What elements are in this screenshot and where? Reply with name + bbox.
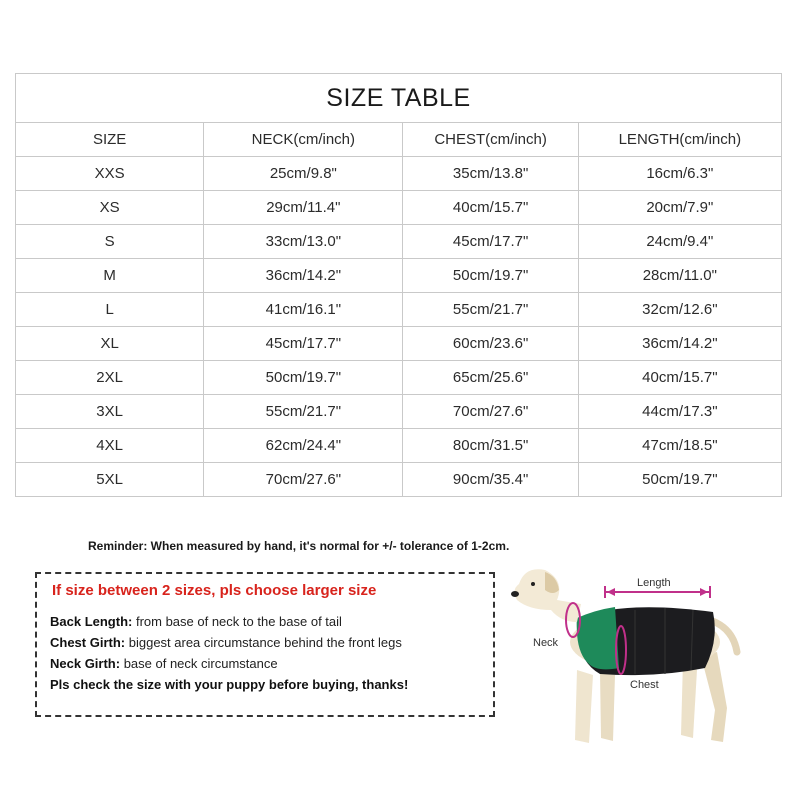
chest-girth-desc: biggest area circumstance behind the front legs	[125, 635, 402, 650]
cell-neck: 29cm/11.4"	[204, 191, 403, 225]
table-title: SIZE TABLE	[16, 74, 782, 123]
cell-size: 3XL	[16, 395, 204, 429]
notes-box	[35, 572, 495, 717]
neck-girth-term: Neck Girth:	[50, 656, 121, 671]
table-row	[16, 327, 782, 361]
cell-length: 36cm/14.2"	[578, 327, 781, 361]
cell-chest: 90cm/35.4"	[403, 463, 578, 497]
cell-neck: 62cm/24.4"	[204, 429, 403, 463]
reminder-text: Reminder: When measured by hand, it's normal for +/- tolerance of 1-2cm.	[88, 539, 510, 553]
table-row	[16, 361, 782, 395]
header-size: SIZE	[16, 123, 204, 157]
table-row	[16, 259, 782, 293]
size-advice: If size between 2 sizes, pls choose larger size	[52, 582, 377, 599]
table-row	[16, 429, 782, 463]
header-length: LENGTH(cm/inch)	[578, 123, 781, 157]
table-row	[16, 293, 782, 327]
size-table	[15, 73, 782, 497]
cell-chest: 55cm/21.7"	[403, 293, 578, 327]
cell-chest: 80cm/31.5"	[403, 429, 578, 463]
cell-chest: 45cm/17.7"	[403, 225, 578, 259]
closing-note: Pls check the size with your puppy before buying, thanks!	[50, 677, 409, 692]
cell-size: XS	[16, 191, 204, 225]
header-chest: CHEST(cm/inch)	[403, 123, 578, 157]
cell-size: 4XL	[16, 429, 204, 463]
table-row	[16, 191, 782, 225]
header-neck: NECK(cm/inch)	[204, 123, 403, 157]
length-label: Length	[637, 577, 671, 589]
cell-length: 32cm/12.6"	[578, 293, 781, 327]
cell-chest: 35cm/13.8"	[403, 157, 578, 191]
coat-green-panel	[577, 607, 619, 669]
cell-chest: 60cm/23.6"	[403, 327, 578, 361]
chest-label: Chest	[630, 679, 659, 691]
neck-label: Neck	[533, 637, 559, 649]
cell-chest: 65cm/25.6"	[403, 361, 578, 395]
cell-chest: 70cm/27.6"	[403, 395, 578, 429]
cell-size: S	[16, 225, 204, 259]
table-row	[16, 225, 782, 259]
cell-size: 5XL	[16, 463, 204, 497]
cell-neck: 50cm/19.7"	[204, 361, 403, 395]
table-row	[16, 395, 782, 429]
cell-chest: 40cm/15.7"	[403, 191, 578, 225]
table-row	[16, 463, 782, 497]
back-length-note	[50, 614, 342, 629]
chest-girth-term: Chest Girth:	[50, 635, 126, 650]
cell-size: XL	[16, 327, 204, 361]
neck-girth-desc: base of neck circumstance	[120, 656, 278, 671]
table-title-row	[16, 74, 782, 123]
cell-neck: 41cm/16.1"	[204, 293, 403, 327]
cell-size: M	[16, 259, 204, 293]
table-row	[16, 157, 782, 191]
cell-size: XXS	[16, 157, 204, 191]
cell-length: 20cm/7.9"	[578, 191, 781, 225]
cell-neck: 25cm/9.8"	[204, 157, 403, 191]
cell-length: 44cm/17.3"	[578, 395, 781, 429]
cell-length: 28cm/11.0"	[578, 259, 781, 293]
cell-neck: 45cm/17.7"	[204, 327, 403, 361]
cell-neck: 70cm/27.6"	[204, 463, 403, 497]
back-length-term: Back Length:	[50, 614, 133, 629]
chest-girth-note	[50, 635, 402, 650]
neck-girth-note	[50, 656, 278, 671]
cell-length: 24cm/9.4"	[578, 225, 781, 259]
back-length-desc: from base of neck to the base of tail	[132, 614, 342, 629]
cell-chest: 50cm/19.7"	[403, 259, 578, 293]
dog-measurement-diagram	[505, 560, 775, 760]
cell-neck: 33cm/13.0"	[204, 225, 403, 259]
table-header-row	[16, 123, 782, 157]
cell-length: 50cm/19.7"	[578, 463, 781, 497]
cell-length: 40cm/15.7"	[578, 361, 781, 395]
cell-neck: 55cm/21.7"	[204, 395, 403, 429]
dog-illustration	[505, 560, 775, 760]
cell-size: 2XL	[16, 361, 204, 395]
cell-neck: 36cm/14.2"	[204, 259, 403, 293]
cell-length: 47cm/18.5"	[578, 429, 781, 463]
cell-length: 16cm/6.3"	[578, 157, 781, 191]
cell-size: L	[16, 293, 204, 327]
